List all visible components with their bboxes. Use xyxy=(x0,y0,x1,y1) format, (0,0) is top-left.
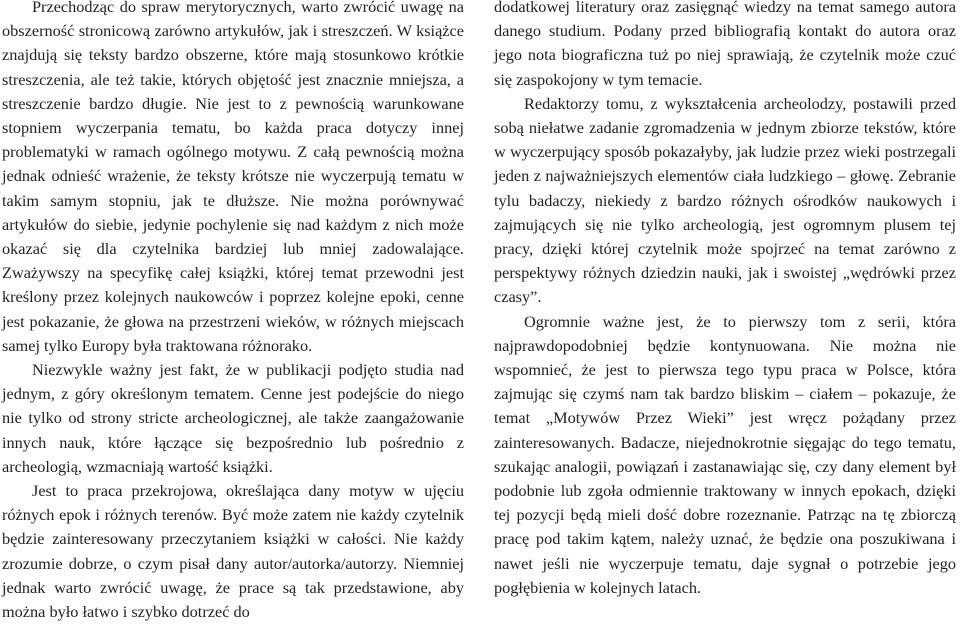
text-column-left xyxy=(2,0,464,622)
text-column-right xyxy=(494,0,956,622)
paragraph: Przechodząc do spraw merytorycznych, warto zwrócić uwagę na obszerność stronicową zarówno artykułów, jak i streszczeń. W książce znajdują się teksty bardzo obszerne, które mają stosunkowo krótkie streszczenia, ale też takie, których objętość jest znacznie mniejsza, a streszczenie bardzo długie. Nie jest to z pewnością warunkowane stopniem wyczerpania tematu, bo każda praca dotyczy innej problematyki w ramach ogólnego motywu. Z całą pewnością można jednak odnieść wrażenie, że teksty krótsze nie wyczerpują tematu w takim samym stopniu, jak te dłuższe. Nie można porównywać artykułów do siebie, jedynie pochylenie się nad każdym z nich może okazać się dla czytelnika bardziej lub mniej zadowalające. Zważywszy na specyfikę całej książki, której temat przewodni jest kreślony przez kolejnych naukowców i poprzez kolejne epoki, cenne jest pokazanie, że głowa na przestrzeni wieków, w różnych miejscach samej tylko Europy była traktowana różnorako. xyxy=(2,0,464,355)
paragraph: dodatkowej literatury oraz zasięgnąć wiedzy na temat samego autora danego studium. Podany przed bibliografią kontakt do autora oraz jego nota biograficzna tuż po niej sprawiają, że czytelnik może czuć się zaspokojony w tym temacie. xyxy=(494,0,956,89)
paragraph: Niezwykle ważny jest fakt, że w publikacji podjęto studia nad jednym, z góry określonym tematem. Cenne jest podejście do niego nie tylko od strony stricte archeologicznej, ale także zaangażowanie innych nauk, które łączące się bezpośrednio lub pośrednio z archeologią, wzmacniają wartość książki. xyxy=(2,360,464,476)
paragraph: Redaktorzy tomu, z wykształcenia archeolodzy, postawili przed sobą niełatwe zadanie zgromadzenia w jednym zbiorze tekstów, które w wyczerpujący sposób pokazałyby, jak ludzie przez wieki postrzegali jeden z najważniejszych elementów ciała ludzkiego – głowę. Zebranie tylu badaczy, niekiedy z bardzo różnych ośrodków naukowych i zajmujących się nie tylko archeologią, jest ogromnym plusem tej pracy, dzięki której czytelnik może spojrzeć na temat zarówno z perspektywy różnych dziedzin nauki, jak i swoistej „wędrówki przez czasy”. xyxy=(494,93,956,307)
paragraph: Jest to praca przekrojowa, określająca dany motyw w ujęciu różnych epok i różnych terenów. Być może zatem nie każdy czytelnik będzie zainteresowany przeczytaniem książki w całości. Nie każdy zrozumie dobrze, o czym pisał dany autor/autorka/autorzy. Niemniej jednak warto zwrócić uwagę, że prace są tak przedstawione, aby można było łatwo i szybko dotrzeć do xyxy=(2,481,464,622)
paragraph: Ogromnie ważne jest, że to pierwszy tom z serii, która najprawdopodobniej będzie kontynuowana. Nie można nie wspomnieć, że jest to pierwsza tego typu praca w Polsce, która zajmując się czymś nam tak bardzo bliskim – ciałem – pokazuje, że temat „Motywów Przez Wieki” jest wręcz pożądany przez zainteresowanych. Badacze, niejednokrotnie sięgając do tego tematu, szukając analogii, powiązań i zastanawiając się, czy dany element był podobnie lub zgoła odmiennie traktowany w innych epokach, dzięki tej pozycji będą mieli dość dobre rozeznanie. Patrząc na tę zbiorczą pracę pod takim kątem, należy uznać, że będzie ona poszukiwana i nawet jeśli nie wyczerpuje tematu, daje sygnał o potrzebie jego pogłębienia w kolejnych latach. xyxy=(494,311,956,597)
